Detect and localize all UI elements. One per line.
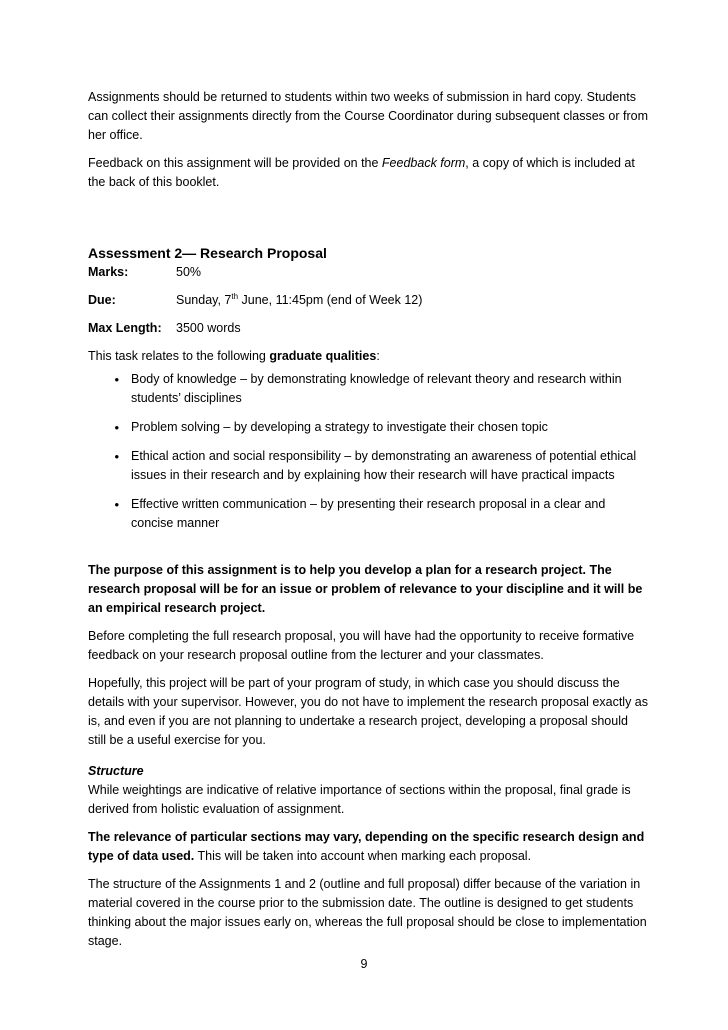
due-value-end: June, 11:45pm (end of Week 12): [238, 293, 423, 307]
marks-label: Marks:: [88, 265, 129, 279]
marks-value: 50%: [176, 265, 202, 279]
due-value-start: Sunday, 7: [176, 293, 232, 307]
qualities-intro-end: :: [376, 349, 380, 363]
structure-paragraph-relevance: [88, 828, 648, 866]
list-item-text: Effective written communication – by presenting their research proposal in a clear and concise manner: [131, 497, 606, 530]
feedback-form-emphasis: Feedback form: [381, 156, 466, 170]
bullet-icon: •: [114, 420, 119, 435]
document-page: [88, 88, 648, 960]
max-length-row: [88, 319, 648, 338]
max-length-label: Max Length:: [88, 321, 162, 335]
qualities-intro-start: This task relates to the following: [88, 349, 270, 363]
purpose-bold-paragraph: [88, 561, 648, 618]
feedback-text-start: Feedback on this assignment will be provided on the: [88, 156, 382, 170]
relevance-text-end: This will be taken into account when marking each proposal.: [194, 849, 532, 863]
assessment-title: Assessment 2— Research Proposal: [88, 245, 327, 261]
list-item: [88, 370, 648, 408]
due-label: Due:: [88, 293, 116, 307]
graduate-qualities-intro: [88, 347, 648, 366]
list-item-text: Ethical action and social responsibility – by demonstrating an awareness of potential ethical issues in their research and by explaining how their research will have practical impacts: [131, 449, 637, 482]
structure-paragraph-assignments: The structure of the Assignments 1 and 2 (outline and full proposal) differ because of the variation in material covered in the course prior to the submission date. The outline is designed to get students thinking about the major issues early on, whereas the full proposal should be close to implementation stage.: [88, 877, 647, 948]
purpose-paragraph-feedback: Before completing the full research proposal, you will have had the opportunity to receive formative feedback on your research proposal outline from the lecturer and your classmates.: [88, 629, 635, 662]
due-row: [88, 291, 648, 310]
graduate-qualities-list: [88, 370, 648, 533]
list-item: [88, 495, 648, 533]
max-length-value: 3500 words: [176, 321, 241, 335]
list-item-text: Problem solving – by developing a strategy to investigate their chosen topic: [131, 420, 548, 434]
due-ordinal-suffix: th: [231, 291, 239, 301]
feedback-text-end: , a copy of which is included at the back of this booklet.: [88, 156, 635, 189]
purpose-paragraph-program: Hopefully, this project will be part of your program of study, in which case you should discuss the details with your supervisor. However, you do not have to implement the research proposal exactly as is, and even if you are not planning to undertake a research project, developing a proposal should still be a useful exercise for you.: [88, 676, 649, 747]
purpose-bold-text: The purpose of this assignment is to help you develop a plan for a research project. The research proposal will be for an issue or problem of relevance to your discipline and it will be an empirical research project.: [88, 563, 643, 615]
qualities-intro-bold: graduate qualities: [269, 349, 377, 363]
bullet-icon: •: [114, 449, 119, 464]
intro-paragraph-return: Assignments should be returned to students within two weeks of submission in hard copy. Students can collect their assignments directly from the Course Coordinator during subsequent classes or from her office.: [88, 90, 648, 142]
list-item: [88, 447, 648, 485]
relevance-bold-text: The relevance of particular sections may vary, depending on the specific research design and type of data used.: [88, 830, 645, 863]
bullet-icon: •: [114, 372, 119, 387]
page-number: 9: [360, 957, 368, 971]
list-item: [88, 418, 648, 437]
due-value: [176, 291, 648, 310]
structure-heading-text: Structure: [88, 764, 144, 778]
structure-heading: [88, 762, 648, 781]
intro-paragraph-feedback: [88, 154, 648, 192]
bullet-icon: •: [114, 497, 119, 512]
list-item-text: Body of knowledge – by demonstrating knowledge of relevant theory and research within students’ disciplines: [131, 372, 622, 405]
structure-paragraph-weightings: While weightings are indicative of relative importance of sections within the proposal, final grade is derived from holistic evaluation of assignment.: [88, 783, 631, 816]
marks-row: [88, 263, 648, 282]
